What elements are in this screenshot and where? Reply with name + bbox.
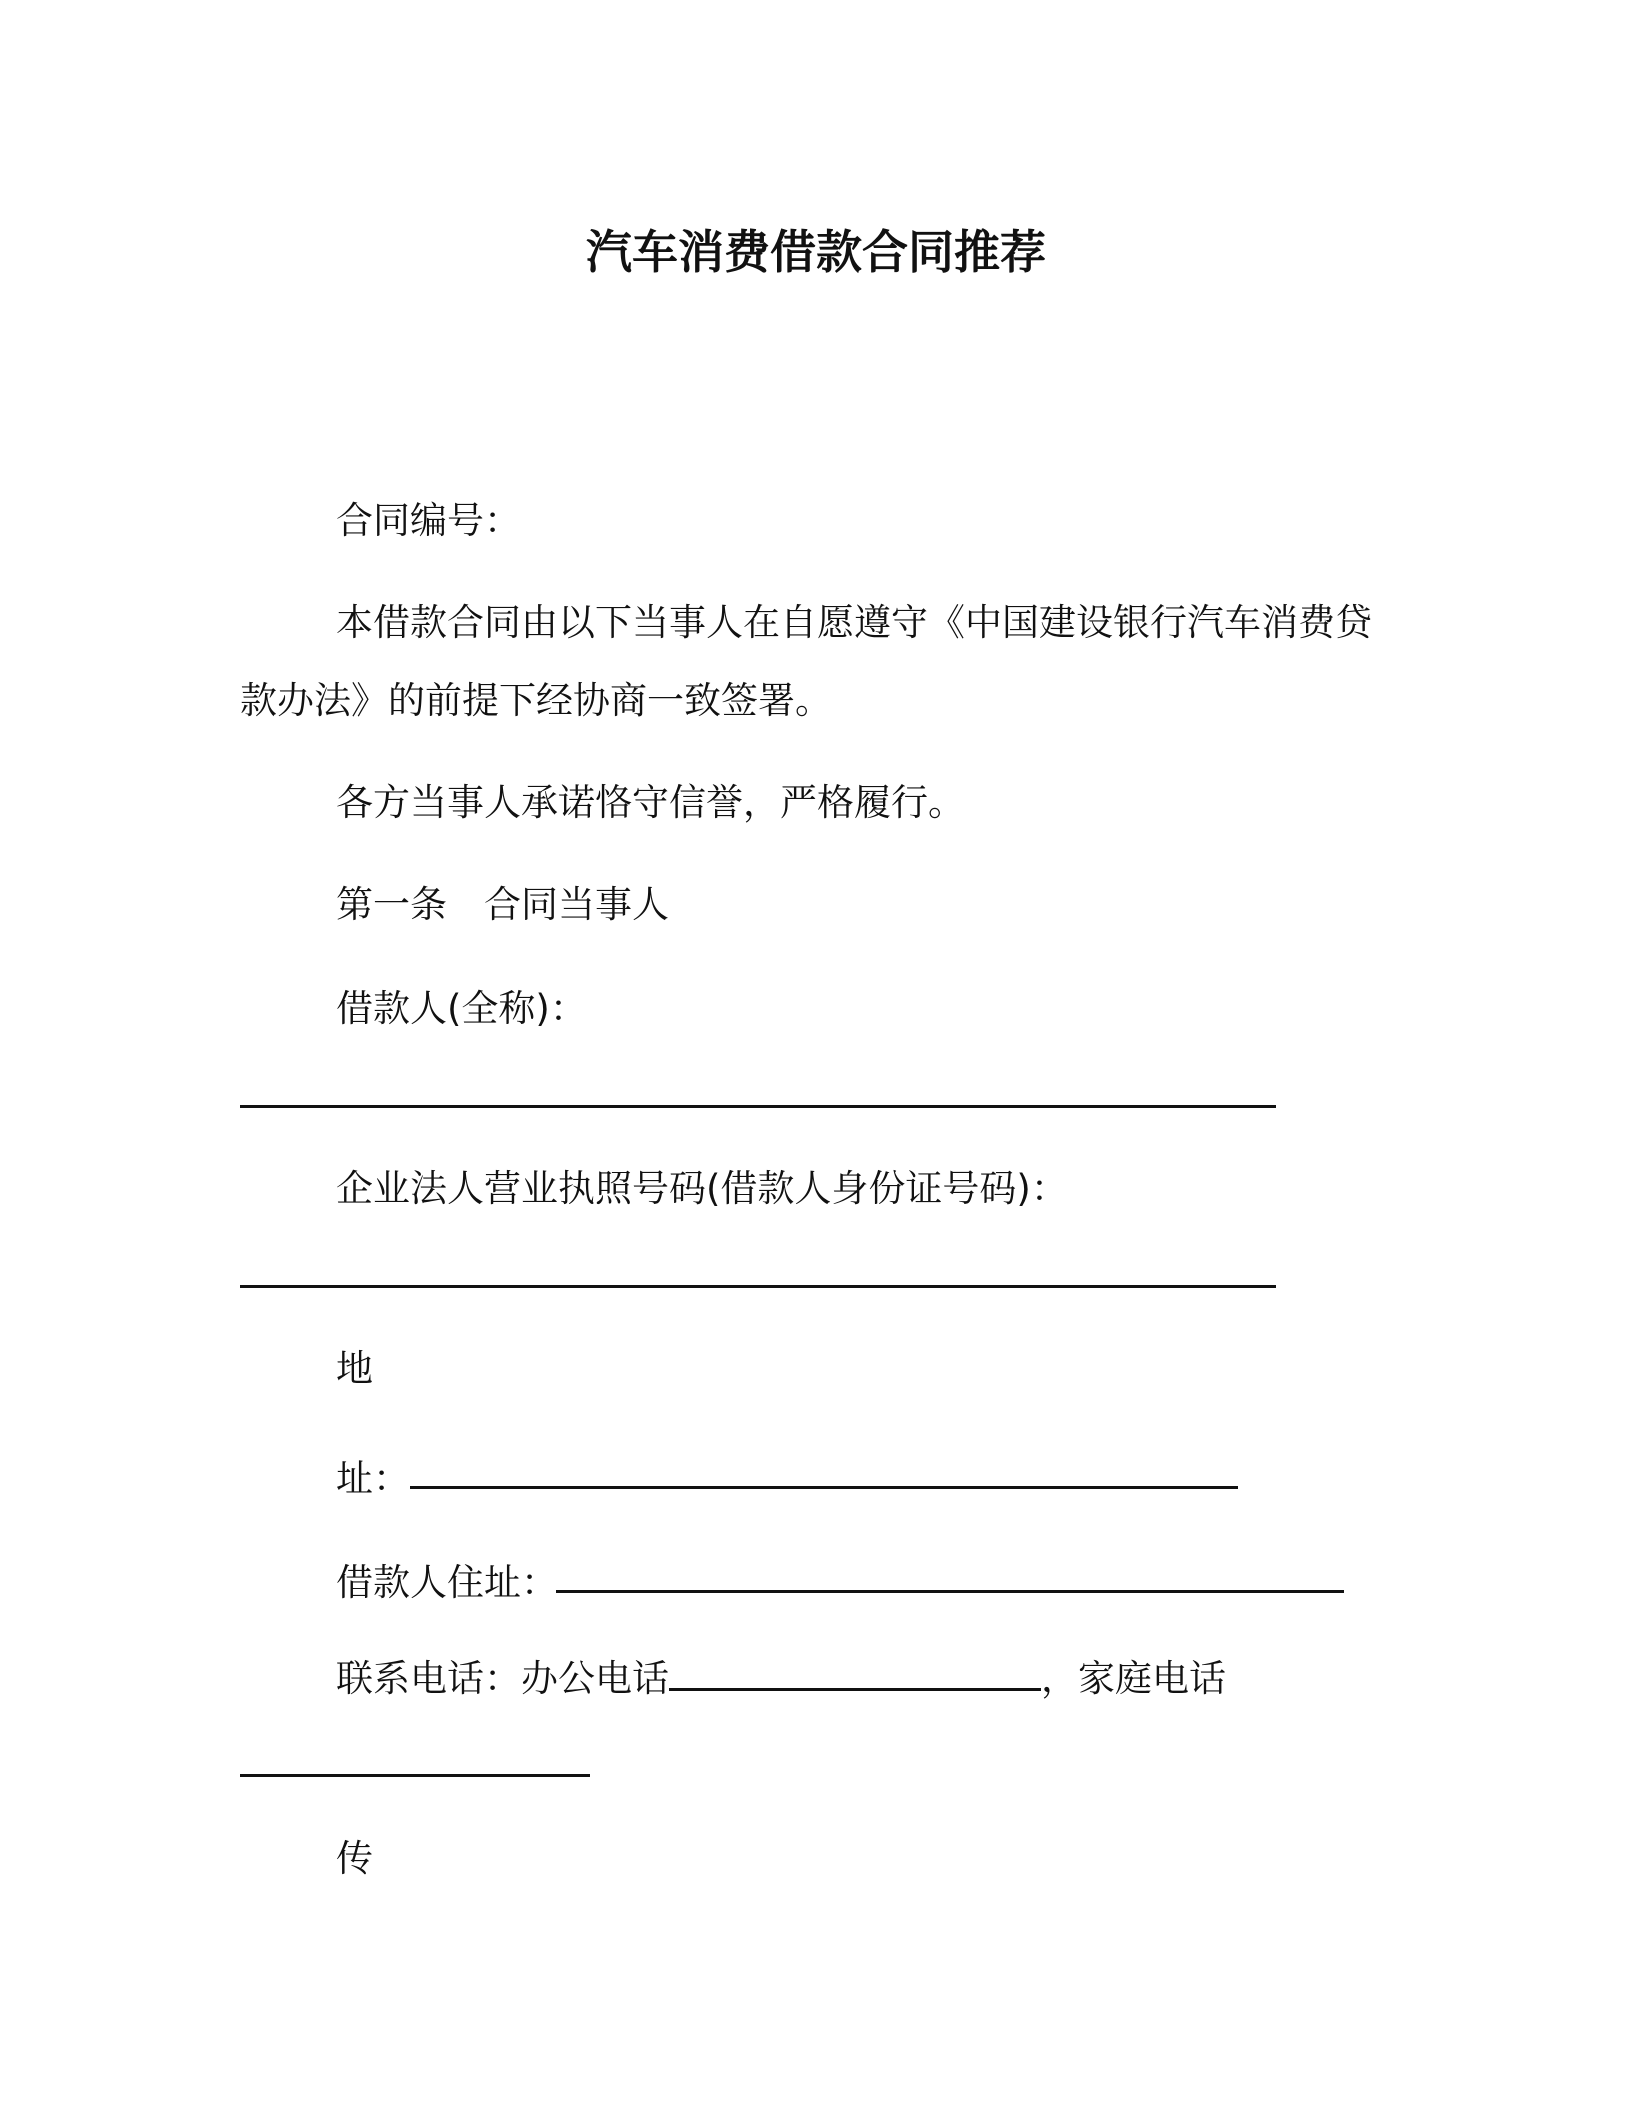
article-1-heading: 第一条 合同当事人	[336, 883, 669, 926]
borrower-fullname-label: 借款人(全称)：	[336, 987, 587, 1030]
business-license-label: 企业法人营业执照号码(借款人身份证号码)：	[336, 1167, 1068, 1210]
business-license-blank	[240, 1285, 1276, 1288]
address-blank	[410, 1486, 1238, 1489]
borrower-fullname-blank	[240, 1105, 1276, 1108]
intro-paragraph-line-1: 本借款合同由以下当事人在自愿遵守《中国建设银行汽车消费贷	[336, 601, 1372, 644]
fax-label-part-1: 传	[336, 1837, 373, 1880]
contract-number-label: 合同编号：	[336, 499, 521, 542]
document-title: 汽车消费借款合同推荐	[586, 225, 1046, 279]
home-phone-blank	[240, 1774, 590, 1777]
intro-paragraph-line-2: 款办法》的前提下经协商一致签署。	[240, 679, 832, 722]
residence-blank	[556, 1590, 1344, 1593]
commitment-paragraph: 各方当事人承诺恪守信誉，严格履行。	[336, 781, 965, 824]
home-phone-label: ，家庭电话	[1041, 1657, 1226, 1700]
office-phone-blank	[669, 1658, 1041, 1691]
residence-label: 借款人住址：	[336, 1561, 558, 1604]
address-label-part-1: 地	[336, 1347, 373, 1390]
phone-line	[336, 1654, 1226, 1704]
address-label-part-2: 址：	[336, 1457, 410, 1500]
office-phone-label: 联系电话：办公电话	[336, 1657, 669, 1700]
